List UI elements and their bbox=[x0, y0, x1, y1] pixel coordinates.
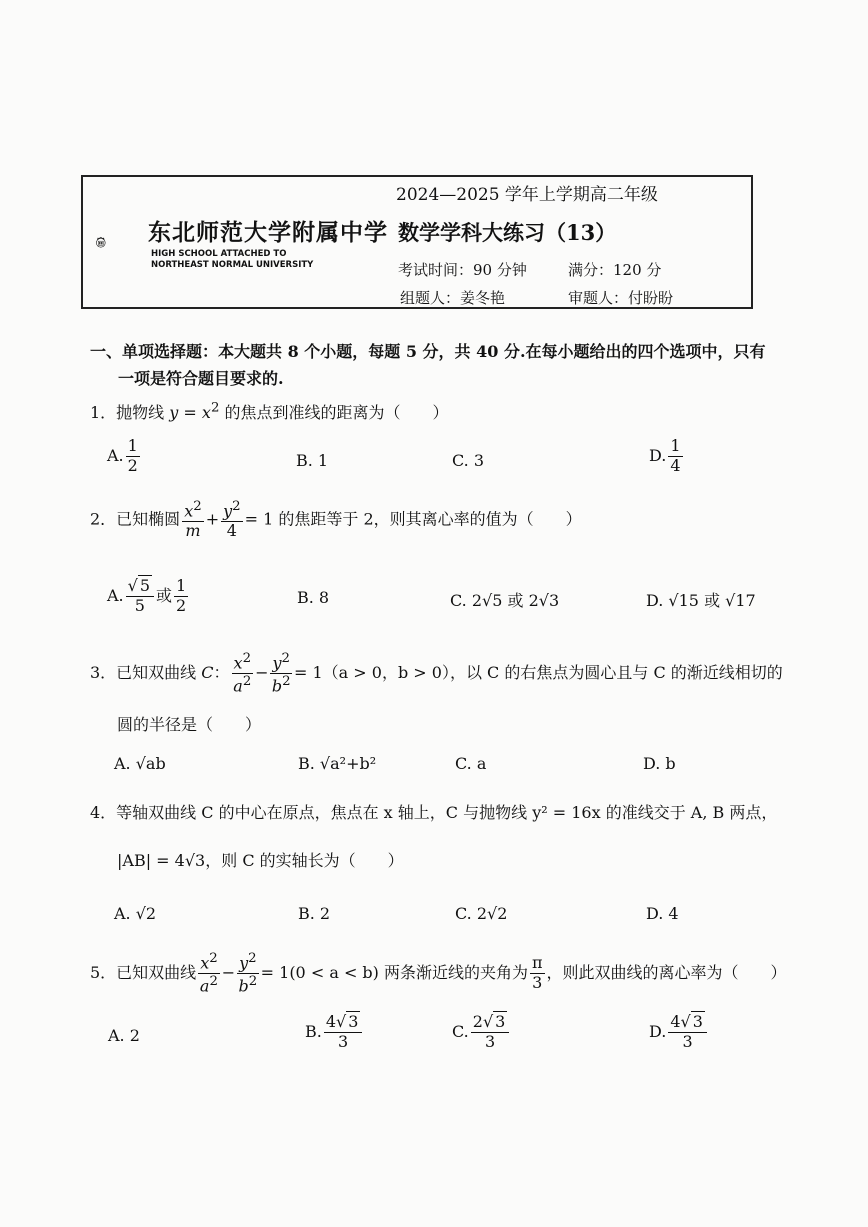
question-4: 4．等轴双曲线 C 的中心在原点，焦点在 x 轴上，C 与抛物线 y² = 16x 的准线交于 A, B 两点， bbox=[90, 803, 778, 822]
school-name-cn: 东北师范大学附属中学 bbox=[148, 220, 388, 246]
q1-option-b: B. 1 bbox=[296, 451, 329, 470]
exam-title: 数学学科大练习（13） bbox=[398, 220, 617, 245]
q4-option-d: D. 4 bbox=[646, 904, 679, 923]
q5-option-c: C. $\frac{2√ 3}{3}$ bbox=[452, 1014, 511, 1051]
question-3-line-2: 圆的半径是（ ） bbox=[117, 715, 262, 734]
question-4-line-2: |AB| = 4√3，则 C 的实轴长为（ ） bbox=[117, 851, 404, 870]
q3-option-c: C. a bbox=[455, 754, 487, 773]
year-line: 2024—2025 学年上学期高二年级 bbox=[396, 185, 658, 205]
q5-option-a: A. 2 bbox=[108, 1026, 140, 1045]
q1-option-a: A. $\frac{1}{2}$ bbox=[107, 436, 138, 475]
q5-option-d: D. $\frac{4√ 3}{3}$ bbox=[649, 1014, 709, 1051]
question-5: 5．已知双曲线 $\frac{x^2}{a^2}$ − $\frac{y^2}{b^2}$ = 1(0 < a < b) 两条渐近线的夹角为 $\frac{\pi}{3}$ ，则此双曲线的离心率为（ ） bbox=[90, 951, 787, 996]
reviewer: 审题人：付盼盼 bbox=[568, 289, 674, 307]
question-3: 3．已知双曲线 C： $\frac{x^2}{a^2}$ − $\frac{y^2}{b^2}$ = 1（a > 0，b > 0），以 C 的右焦点为圆心且与 C 的渐近线相切的 bbox=[90, 651, 783, 696]
q2-option-c: C. 2√5 或 2√3 bbox=[450, 591, 560, 610]
q2-option-a: A. $\frac{√ 5}{5}$ 或 $\frac{1}{2}$ bbox=[107, 576, 187, 615]
author: 组题人：姜冬艳 bbox=[400, 289, 506, 307]
q3-option-d: D. b bbox=[643, 754, 676, 773]
school-name-en: HIGH SCHOOL ATTACHED TO NORTHEAST NORMAL UNIVERSITY bbox=[151, 249, 314, 270]
full-score: 满分：120 分 bbox=[568, 261, 662, 279]
q4-option-b: B. 2 bbox=[298, 904, 331, 923]
section-heading-2: 一项是符合题目要求的. bbox=[118, 369, 284, 388]
section-heading: 一、单项选择题：本大题共 8 个小题，每题 5 分，共 40 分.在每小题给出的四个选项中，只有 bbox=[90, 342, 766, 361]
q4-option-c: C. 2√2 bbox=[455, 904, 508, 923]
q2-option-b: B. 8 bbox=[297, 588, 330, 607]
question-2: 2．已知椭圆 $\frac{x^2}{m}$ + $\frac{y^2}{4}$ = 1 的焦距等于 2，则其离心率的值为（ ） bbox=[90, 499, 582, 541]
q3-option-b: B. √a²+b² bbox=[298, 754, 377, 773]
q1-option-d: D. $\frac{1}{4}$ bbox=[649, 436, 681, 475]
q2-option-d: D. √15 或 √17 bbox=[646, 591, 756, 610]
question-1: 1．抛物线 $y = x^2$ 的焦点到准线的距离为（ ） bbox=[90, 400, 449, 422]
q5-option-b: B. $\frac{4√ 3}{3}$ bbox=[305, 1014, 364, 1051]
q4-option-a: A. √2 bbox=[114, 904, 157, 923]
school-logo bbox=[96, 208, 146, 278]
q1-option-c: C. 3 bbox=[452, 451, 485, 470]
exam-time: 考试时间：90 分钟 bbox=[398, 261, 527, 279]
q3-option-a: A. √ab bbox=[114, 754, 166, 773]
